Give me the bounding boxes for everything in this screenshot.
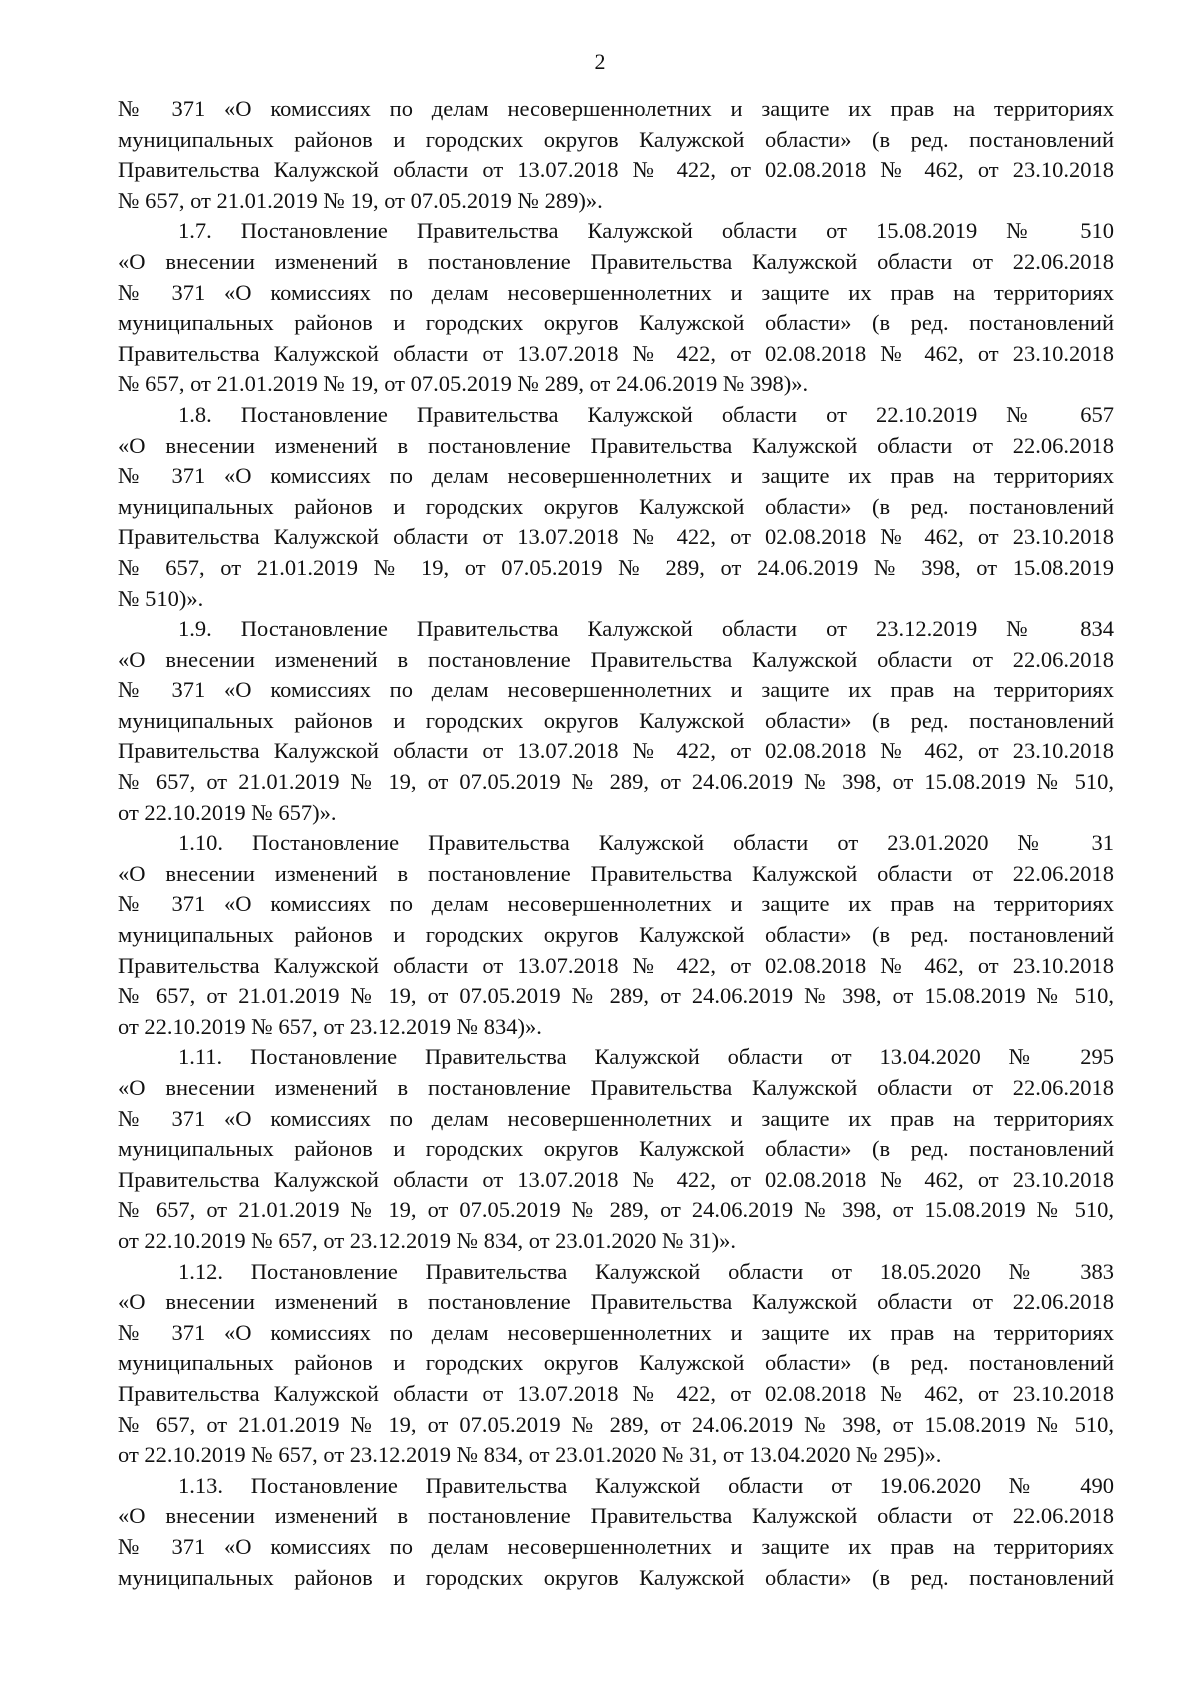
text-line: муниципальных районов и городских округов Калужской области» (в ред. постановлений [118,126,1114,152]
text-line: № 371 «О комиссиях по делам несовершеннолетних и защите их прав на территориях [118,279,1114,305]
text-line: № 657, от 21.01.2019 № 19, от 07.05.2019 № 289, от 24.06.2019 № 398, от 15.08.2019 № 510, [118,1411,1114,1437]
text-line: № 657, от 21.01.2019 № 19, от 07.05.2019 № 289, от 24.06.2019 № 398, от 15.08.2019 [118,554,1114,580]
text-line: «О внесении изменений в постановление Правительства Калужской области от 22.06.2018 [118,860,1114,886]
text-line: муниципальных районов и городских округов Калужской области» (в ред. постановлений [118,707,1114,733]
text-line: Правительства Калужской области от 13.07.2018 № 422, от 02.08.2018 № 462, от 23.10.2018 [118,738,1114,764]
paragraph-start-line: 1.10. Постановление Правительства Калужской области от 23.01.2020 № 31 [178,830,1114,856]
text-line: «О внесении изменений в постановление Правительства Калужской области от 22.06.2018 [118,1289,1114,1315]
text-line: муниципальных районов и городских округов Калужской области» (в ред. постановлений [118,493,1114,519]
paragraph-start-line: 1.9. Постановление Правительства Калужской области от 23.12.2019 № 834 [178,616,1114,642]
text-line: № 371 «О комиссиях по делам несовершеннолетних и защите их прав на территориях [118,96,1114,121]
text-line: муниципальных районов и городских округов Калужской области» (в ред. постановлений [118,1350,1114,1376]
text-line: Правительства Калужской области от 13.07.2018 № 422, от 02.08.2018 № 462, от 23.10.2018 [118,157,1114,183]
document-body [118,94,1114,1593]
text-line: № 371 «О комиссиях по делам несовершеннолетних и защите их прав на территориях [118,891,1114,917]
paragraph-start-line: 1.13. Постановление Правительства Калужской области от 19.06.2020 № 490 [178,1472,1114,1498]
paragraph-start-line: 1.7. Постановление Правительства Калужской области от 15.08.2019 № 510 [178,218,1114,244]
paragraph-start-line: 1.11. Постановление Правительства Калужской области от 13.04.2020 № 295 [178,1044,1114,1070]
text-line: № 371 «О комиссиях по делам несовершеннолетних и защите их прав на территориях [118,1533,1114,1559]
text-line: от 22.10.2019 № 657, от 23.12.2019 № 834)». [118,1013,542,1039]
text-line: от 22.10.2019 № 657)». [118,799,337,825]
text-line: муниципальных районов и городских округов Калужской области» (в ред. постановлений [118,922,1114,948]
paragraph-start-line: 1.12. Постановление Правительства Калужской области от 18.05.2020 № 383 [178,1258,1114,1284]
text-line: № 371 «О комиссиях по делам несовершеннолетних и защите их прав на территориях [118,463,1114,489]
text-line: муниципальных районов и городских округов Калужской области» (в ред. постановлений [118,1564,1114,1590]
text-line: № 371 «О комиссиях по делам несовершеннолетних и защите их прав на территориях [118,1319,1114,1345]
text-line: Правительства Калужской области от 13.07.2018 № 422, от 02.08.2018 № 462, от 23.10.2018 [118,340,1114,366]
paragraph-start-line: 1.8. Постановление Правительства Калужской области от 22.10.2019 № 657 [178,401,1114,427]
text-line: № 657, от 21.01.2019 № 19, от 07.05.2019 № 289, от 24.06.2019 № 398, от 15.08.2019 № 510, [118,769,1114,795]
text-line: «О внесении изменений в постановление Правительства Калужской области от 22.06.2018 [118,1503,1114,1529]
page-number: 2 [594,49,606,74]
text-line: от 22.10.2019 № 657, от 23.12.2019 № 834, от 23.01.2020 № 31, от 13.04.2020 № 295)». [118,1442,942,1468]
text-line: № 371 «О комиссиях по делам несовершеннолетних и защите их прав на территориях [118,1105,1114,1131]
text-line: «О внесении изменений в постановление Правительства Калужской области от 22.06.2018 [118,432,1114,458]
text-line: муниципальных районов и городских округов Калужской области» (в ред. постановлений [118,310,1114,336]
text-line: Правительства Калужской области от 13.07.2018 № 422, от 02.08.2018 № 462, от 23.10.2018 [118,1166,1114,1192]
text-line: Правительства Калужской области от 13.07.2018 № 422, от 02.08.2018 № 462, от 23.10.2018 [118,1380,1114,1406]
text-line: «О внесении изменений в постановление Правительства Калужской области от 22.06.2018 [118,1075,1114,1100]
text-line: «О внесении изменений в постановление Правительства Калужской области от 22.06.2018 [118,646,1114,672]
text-line: № 657, от 21.01.2019 № 19, от 07.05.2019 № 289, от 24.06.2019 № 398, от 15.08.2019 № 510, [118,983,1114,1009]
text-line: от 22.10.2019 № 657, от 23.12.2019 № 834, от 23.01.2020 № 31)». [118,1227,737,1253]
text-line: № 510)». [118,585,204,611]
text-line: Правительства Калужской области от 13.07.2018 № 422, от 02.08.2018 № 462, от 23.10.2018 [118,524,1114,550]
text-line: № 371 «О комиссиях по делам несовершеннолетних и защите их прав на территориях [118,677,1114,703]
text-line: муниципальных районов и городских округов Калужской области» (в ред. постановлений [118,1136,1114,1162]
text-line: № 657, от 21.01.2019 № 19, от 07.05.2019 № 289, от 24.06.2019 № 398)». [118,371,809,397]
text-line: Правительства Калужской области от 13.07.2018 № 422, от 02.08.2018 № 462, от 23.10.2018 [118,952,1114,978]
text-line: № 657, от 21.01.2019 № 19, от 07.05.2019 № 289, от 24.06.2019 № 398, от 15.08.2019 № 510, [118,1197,1114,1223]
text-line: № 657, от 21.01.2019 № 19, от 07.05.2019 № 289)». [118,187,603,213]
text-line: «О внесении изменений в постановление Правительства Калужской области от 22.06.2018 [118,248,1114,274]
